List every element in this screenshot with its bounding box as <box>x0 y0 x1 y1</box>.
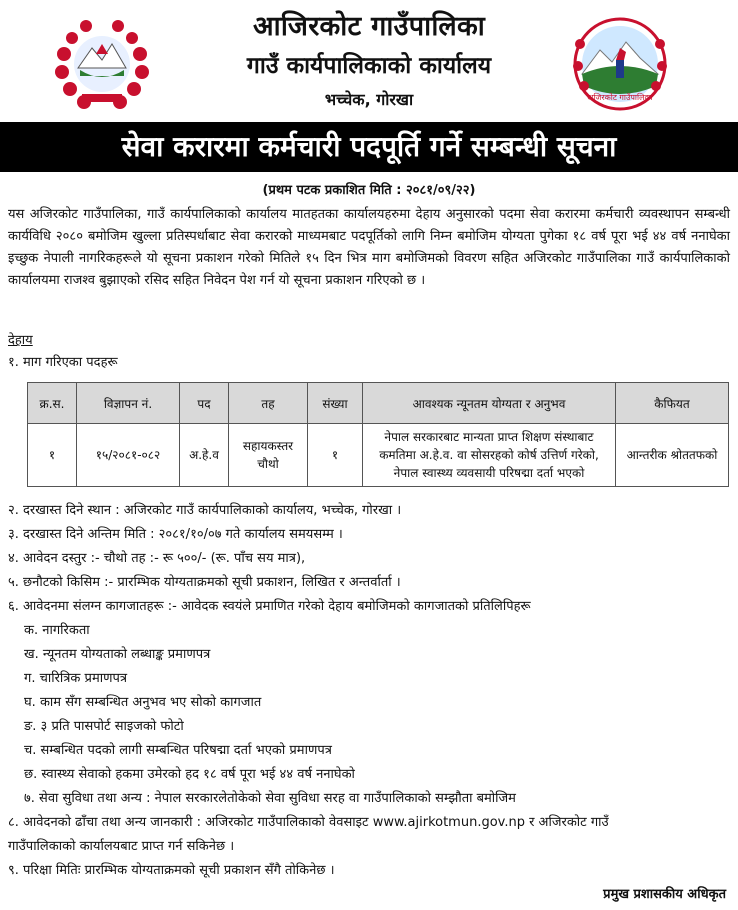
doc-character-certificate: ग. चारित्रिक प्रमाणपत्र <box>24 671 128 686</box>
item-7: ७. सेवा सुविधा तथा अन्य : नेपाल सरकारलेतोकेको सेवा सुविधा सरह वा गाउँपालिकाको सम्झौता बमोजिम <box>24 791 516 806</box>
col-ad-no: विज्ञापन नं. <box>77 383 180 424</box>
item-4: ४. आवेदन दस्तुर :- चौथो तह :- रू ५००/- (रू. पाँच सय मात्र), <box>8 551 306 566</box>
item-5: ५. छनौटको किसिम :- प्रारम्भिक योग्यताक्रमको सूची प्रकाशन, लिखित र अन्तर्वार्ता । <box>8 575 401 590</box>
col-post: पद <box>180 383 229 424</box>
cell-count: १ <box>308 424 363 487</box>
letterhead <box>0 0 738 120</box>
office-title: गाउँ कार्यपालिकाको कार्यालय <box>246 53 492 79</box>
item-9: ९. परिक्षा मितिः प्रारम्भिक योग्यताक्रमको सूची प्रकाशन सँगै तोकिनेछ । <box>8 863 335 878</box>
col-requirement: आवश्यक न्यूनतम योग्यता र अनुभव <box>363 383 616 424</box>
municipality-title: आजिरकोट गाउँपालिका <box>252 11 486 42</box>
intro-paragraph: यस अजिरकोट गाउँपालिका, गाउँ कार्यपालिकाको कार्यालय मातहतका कार्यालयहरुमा देहाय अनुसारको पदमा सेवा करारमा कर्मचारी व्यवस्थापन सम्बन्धी कार्यविधि २०८० बमोजिम खुल्ला प्रतिस्पर्धाबाट सेवा करारको माध्यमबाट पदपूर्तिको लागि निम्न बमोजिम योग्यता पुगेका १८ वर्ष पूरा भई ४४ वर्ष ननाघेका इच्छुक नेपाली नागरिकहरूले यो सूचना प्रकाशन गरेको मितिले १५ दिन भित्र माग बमोजिमको विवरण सहित अजिरकोट गाउँपालिका गाउँ कार्यपालिकाको कार्यालयमा राजश्व बुझाएको रसिद सहित निवेदन पेश गर्न यो सूचना प्रकाशन गरिएको छ । <box>8 207 730 288</box>
col-sn: क्र.स. <box>28 383 77 424</box>
notice-title: सेवा करारमा कर्मचारी पदपूर्ति गर्ने सम्बन्धी सूचना <box>0 122 738 172</box>
doc-experience: घ. काम सँग सम्बन्धित अनुभव भए सोको कागजात <box>24 695 262 710</box>
col-count: संख्या <box>308 383 363 424</box>
item-3: ३. दरखास्त दिने अन्तिम मिति : २०८१/१०/०७ गते कार्यालय समयसम्म । <box>8 527 343 542</box>
doc-marksheet: ख. न्यूनतम योग्यताको लब्धाङ्क प्रमाणपत्र <box>24 647 211 662</box>
signature-title: प्रमुख प्रशासकीय अधिकृत <box>603 887 726 902</box>
table-row <box>28 424 729 487</box>
office-location: भच्चेक, गोरखा <box>324 90 414 109</box>
doc-citizenship: क. नागरिकता <box>24 623 90 638</box>
logo-caption: अजिरकोट गाउँपालिका <box>587 93 653 102</box>
item-6: ६. आवेदनमा संलग्न कागजातहरू :- आवेदक स्वयंले प्रमाणित गरेको देहाय बमोजिमको कागजातको प्रतिलिपिहरू <box>8 599 531 614</box>
cell-requirement: नेपाल सरकारबाट मान्यता प्राप्त शिक्षण संस्थाबाट कमतिमा अ.हे.व. वा सोसरहको कोर्ष उत्तिर्ण गरेको, नेपाल स्वास्थ्य व्यवसायी परिषद्मा दर्ता भएको <box>363 424 616 487</box>
doc-age-limit: छ. स्वास्थ्य सेवाको हकमा उमेरको हद १८ वर्ष पूरा भई ४४ वर्ष ननाघेको <box>24 767 355 782</box>
cell-sn: १ <box>28 424 77 487</box>
cell-remarks: आन्तरीक श्रोततफको <box>616 424 729 487</box>
item-1-heading: १. माग गरिएका पदहरू <box>8 355 118 370</box>
col-remarks: कैफियत <box>616 383 729 424</box>
cell-level: सहायकस्तर चौथो <box>229 424 308 487</box>
col-level: तह <box>229 383 308 424</box>
posts-table <box>27 382 729 487</box>
doc-photo: ङ. ३ प्रति पासपोर्ट साइजको फोटो <box>24 719 184 734</box>
item-8-cont: गाउँपालिकाको कार्यालयबाट प्राप्त गर्न सकिनेछ । <box>8 839 235 854</box>
cell-ad-no: १५/२०८१-०८२ <box>77 424 180 487</box>
cell-post: अ.हे.व <box>180 424 229 487</box>
item-2: २. दरखास्त दिने स्थान : अजिरकोट गाउँ कार्यपालिकाको कार्यालय, भच्चेक, गोरखा । <box>8 503 402 518</box>
item-8: ८. आवेदनको ढाँचा तथा अन्य जानकारी : अजिरकोट गाउँपालिकाको वेवसाइट www.ajirkotmun.gov.np र अजिरकोट गाउँ <box>8 815 609 830</box>
doc-council-registration: च. सम्बन्धित पदको लागी सम्बन्धित परिषद्मा दर्ता भएको प्रमाणपत्र <box>24 743 332 758</box>
published-date: (प्रथम पटक प्रकाशित मिति : २०८१/०९/२२) <box>262 183 476 198</box>
municipality-logo-icon <box>570 14 670 114</box>
table-header-row <box>28 383 729 424</box>
annex-label: देहाय <box>8 333 33 348</box>
